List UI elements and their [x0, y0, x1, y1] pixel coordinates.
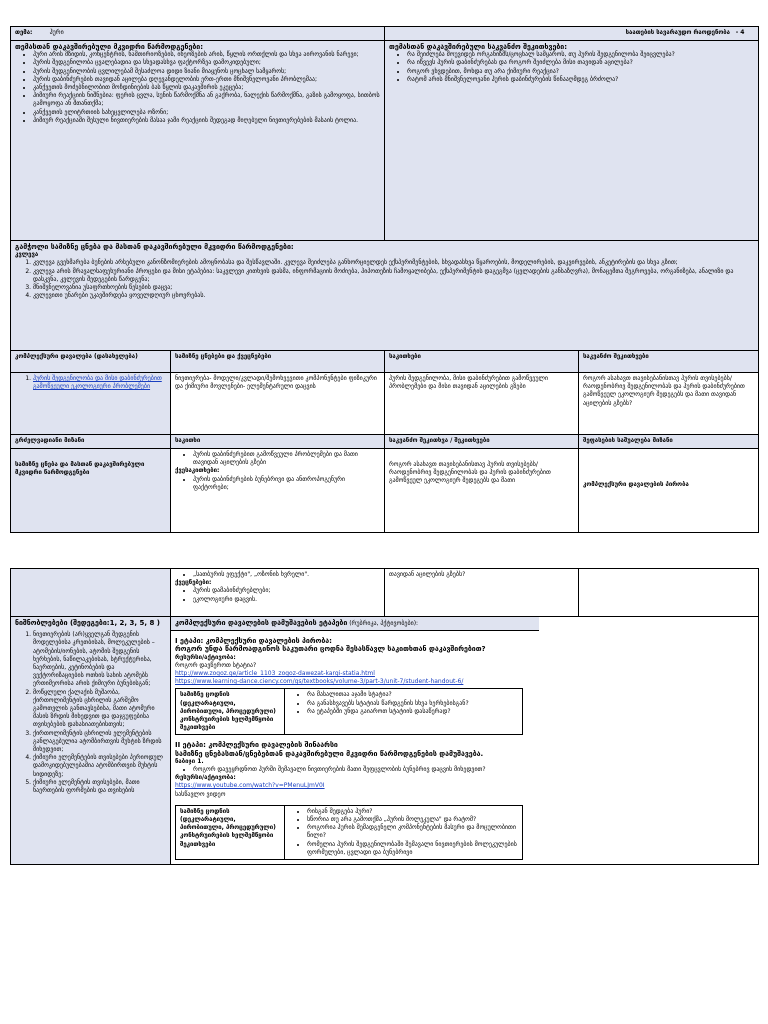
key-questions-list: [389, 51, 754, 84]
hours-value: - 4: [735, 29, 745, 36]
list-item: 5. ქიმიური ელემენტის თვისებები, მათი ნაერთების ფორმების და თვისების: [33, 779, 166, 795]
list-item: • „სათბურის ეფექტი", „ოზონის ხვრელი".: [193, 571, 380, 579]
topics-cell: ჰურის შედგენილობა, მისი დაბინძურებით გამოწვეული პრობლემები და მისი თავიდან აცილების გზები: [385, 373, 579, 435]
list-item: • ჰურის დაბინძურების თავიდან აცილება დღევანდელობის ერთ-ერთი მნიშვნელოვანი პრობლემაა;: [33, 76, 380, 84]
list-item: • როგორია ჰურის შემადგენელი კომპონენტების მასური და მოცულობითი წილი?: [307, 824, 518, 840]
stage1-resources-label: რესურსი/აქტივობა:: [175, 653, 236, 661]
list-item: • რა ეტაპებში უნდა გაიაროთ სტატიის დასაწერად?: [307, 708, 518, 716]
scaffold-questions: [285, 805, 523, 859]
standard-subheading: კვლევა: [15, 251, 39, 259]
bottom-goal-text: სამიზნე ცნება და მასთან დაკავშირებული მკვიდრი წარმოდგენები: [15, 461, 145, 477]
list-item: • რომელია ჰურის შედგენილობაში შემავალი ნივთიერების მოლეკულების ფორმულები, ცვლადი და ბუნებრივი: [307, 841, 518, 857]
understandings-list: [15, 51, 380, 125]
standard-cell: [11, 241, 759, 351]
hours-cell: [385, 27, 759, 41]
list-item: • ჰიმიური რეაქციის ნიშნებია: ფერის ცვლა, სუნის წარმოქმნა ან გაქრობა, ნალექის წარმოქმნა, გაზის გამოყოფა, სითბოს გამოყოფა ან შთანთქმა;: [33, 92, 380, 108]
top-sub-label: ქვეცნებები:: [175, 579, 212, 587]
document-page-1: [10, 26, 758, 535]
list-item: 4. კვლევითი უნარები უკავშირდება ყოველდღიურ ცხოვრებას.: [33, 292, 754, 300]
stages-heading-bar: [171, 617, 539, 631]
list-item: • სწორია თუ არა გამოთქმა „ჰურის მოლეკულა" და რატომ?: [307, 816, 518, 824]
bottom-header-assessment: შეფასების საშუალება მიზანი: [579, 435, 759, 449]
topic-value: ჰური: [49, 29, 64, 36]
results-cell: [11, 617, 171, 865]
concepts-cell: ნივთიერება- მოდელი/კვლადი/შემოხვევითი კომპონენტები ფიზიკური და ქიმიური მოვლენები- ელემენტარული დაცვის: [171, 373, 385, 435]
continued-goal-cell: [11, 569, 171, 617]
list-item: • ჰიმიურ რეაქციაში შესული ნივთიერების მასაა ჯამი რეაქციის შედეგად მიღებული ნივთიერებების მასაის ტოლია.: [33, 117, 380, 125]
list-item: • როგორ ვხვდებით, მოხდა თუ არა ქიმიური რეაქცია?: [407, 68, 754, 76]
list-item: • ჰურის დაბინძურებით გამოწვეული პრობლემები და მათი თავიდან აცილების გზები: [193, 451, 380, 467]
list-item: 2. კვლევა არის მრავალსაფეხურიანი პროცესი და მისი ეტაპებია: საკვლევი კითხვის დასმა, ინფორმაციის მოძიება, ჰიპოთეზის ჩამოყალიბება, ექსპერიმენტის დაგეგმვა (ცვლადების განსაზღვრა), მონაცემთა შეგროვება, ორგანიზება, ანალიზი და დასკვნა, კვლევის შედეგების წარდგენა;: [33, 268, 754, 284]
standard-list: [15, 259, 754, 300]
list-item: • რა შეიძლება მოუვიდეს ორგანიზმს/ცოცხალ სამყაროს, თუ ჰურის შედგენილობა შეიცვლება?: [407, 51, 754, 59]
stage1-title: I ეტაპი: კომპლექსური დავალების პირობა:: [175, 637, 332, 646]
continued-question-cell: თავიდან აცილების გზებს?: [385, 569, 579, 617]
list-item: • როგორ დავეყრდნოთ ჰურში შემავალი ნივთიერების მათი შეფცვლობის ბუნებრივ დაცვის მიხედვით?: [193, 766, 535, 774]
list-item: 3. მნიშვნელოვანია უსაფრთხოების წესების დაცვა;: [33, 284, 754, 292]
stage2-scaffold-table: [175, 805, 523, 860]
stage2-resources-label: რესურსი/აქტივობა:: [175, 774, 236, 782]
list-item: • კანქვეთის მოძებნილობით მოჩდინიების ბას წყლის დაკავშირის ეკეცება;: [33, 84, 380, 92]
stages-heading-suffix: (რუბრიკა, პქტივობები):: [349, 620, 419, 627]
list-item: 1. კვლევა გვეხმარება ბუნების არსებული კანონზომიერების ამოცნობასა და შესწავლაში. კვლევა შეიძლება განხორციელდეს ექსპერიმენტების, სხვადასხვა წყაროების, მოდელირების, დაკვირვების, ანკეტირების და სხვა გზით;: [33, 259, 754, 267]
task-cell: [11, 373, 171, 435]
stages-body: [171, 631, 539, 864]
list-item: • ჰური არის მზიდის, კონცენტრის, ნაშთირიოზების, ინეოზების არის, წყლის ორთქლის და სხვა აიროვანის ნარევი;: [33, 51, 380, 59]
page-separator: [0, 535, 768, 568]
results-heading: ნიშნობლებები (შედეგები:1, 2, 3, 5, 8 ): [15, 619, 160, 627]
key-questions-cell: [385, 41, 759, 241]
understandings-cell: [11, 41, 385, 241]
bottom-question-cell: [385, 449, 579, 533]
list-item: • რა იწვევს ჰურის დაბინძურებას და როგორ შეიძლება მისი თავიდან აცილება?: [407, 59, 754, 67]
key-questions-heading: თემასთან დაკავშირებული საკვანძო შეკითხვები:: [389, 43, 568, 51]
grid-header-task: კომპლექსური დავალება (დასახელება): [11, 351, 171, 373]
stages-cell: [171, 617, 759, 865]
grid-header-questions: საკვანძო შეკითხვები: [579, 351, 759, 373]
list-item: • ჰურის დაბინძურების ბუნებრივი და ანთროპოგენური ფაქტორები;: [193, 476, 380, 492]
unit-plan-table: [10, 26, 759, 533]
list-item: • რა მასალითაა აჯამი სტატია?: [307, 691, 518, 699]
list-item: • ჰურის შედგენილობის ცვლილებამ შესაძლოა დიდი ზიანი მიაყენოს ცოცხალ სამყაროს;: [33, 68, 380, 76]
list-item: • რისგან შედგება ჰური?: [307, 808, 518, 816]
list-item: • რა განასხვავებს სტატიას წარდგენის სხვა ხერხებისგან?: [307, 700, 518, 708]
bottom-header-goal: გრძელვადიანი მიზანი: [11, 435, 171, 449]
list-item: 3. ქირთოლიმენტის ცხრილის ელემენტების განლაგებულია ატომბირთვის მუხტის ზრდის მიხედვით;: [33, 730, 166, 755]
questions-cell: როგორ ასახავთ თავისებანისთავ ჰურის თვისებებს/რაოდენობრივ შედგენილობას და ჰურის დაბინძურებით გამოწვეულ ეკოლოგიურ შედეგებს და მათი თავიდან აცილების გზებს?: [579, 373, 759, 435]
scaffold-questions: [285, 689, 523, 735]
document-page-2: [10, 568, 758, 1024]
resource-link-1[interactable]: http://www.zogoz.ge/article_1103_zogoz-dawezat-kargi-statia.html: [175, 670, 375, 678]
understandings-heading: თემასთან დაკავშირებული მკვიდრი წარმოდგენები:: [15, 43, 204, 51]
stage2-title: II ეტაპი: კომპლექსური დავალების შინაარსი: [175, 741, 338, 750]
results-list: [15, 631, 166, 795]
resource-link-2[interactable]: https://www.learning-dance.ciency.com/gs/textbooks/volume-3/part-3/unit-7/student-handout-6/: [175, 678, 464, 686]
task-label: ნაბიჯი 1.: [175, 757, 204, 765]
stages-heading: კომპლექსური დავალების დამუშავების ეტაპები: [175, 619, 348, 627]
grid-header-topics: საკითხები: [385, 351, 579, 373]
bottom-header-question: საკვანძო შეკითხვა / შეკითხვები: [385, 435, 579, 449]
list-item: 1. ნივთიერების (არ)ყველგან შედგენის მოდელებისა კრეთბისას, მოლეკულების – ატომების/იონების, ატომის შედგენის ხერხების, ნაწილაკებისას, სტრუქტურისა, ნაერთების, კეტინობების და ვექტორიზაციების ოთხის სახის ატომებს ერთიმეორისა არის ქიმიური ბუნებისგან;: [33, 631, 166, 688]
stage2-subtitle: სამიზნე ცნებასთან/ცნებებთან დაკავშირებული მკვიდრი წარმოდგენების დამუშავება.: [175, 749, 484, 758]
stage1-question: როგორ უნდა წარმოადგინოს საკუთარი ცოდნა შესასწავლ საკითხთან დაკავშირებით?: [175, 645, 486, 654]
task-link[interactable]: ჰურის შედგენილობა და მისი დაბინძურებით გამოწვეული ეკოლოგიური პრობლემები: [33, 375, 162, 391]
bottom-sub-label: ქვესაკითხები:: [175, 467, 220, 475]
video-link[interactable]: https://www.youtube.com/watch?v=PMenuLJmV0I: [175, 782, 325, 790]
grid-header-concepts: სამიზნე ცნებები და ქვეცნებები: [171, 351, 385, 373]
continued-topic-cell: [171, 569, 385, 617]
stage1-text: როგორ დავწეროთ სტატია?: [175, 661, 257, 669]
list-item: • კანქვეთის ელიტრთიის სახეცვლილება ოზონი;: [33, 109, 380, 117]
topic-label: თემა:: [15, 29, 33, 36]
list-item: • ეკოლოგიური დაცვის.: [193, 596, 380, 604]
unit-plan-table-continued: [10, 568, 759, 865]
topic-cell: [11, 27, 385, 41]
stage1-scaffold-table: [175, 688, 523, 735]
list-item: • ჰურის დამაბინძურებლები;: [193, 587, 380, 595]
list-item: 4. ქიმიური ელემენტების თვისებები პერიოდულ დამოკიდებულებაშია ატომბირთვის მუხტის სიდიდეზე;: [33, 754, 166, 779]
bottom-assessment-cell: [579, 449, 759, 533]
video-note: სასწავლო ვიდეო: [175, 790, 226, 798]
list-item: 2. მოწყლული ქალაქის მუშაობა, ქირთოლიმენტის ცხრილის გარშემო გამოთვლის განთავსებისა, მათი ატომური მასის ზრდის მიხედვით და დაჯგუფებისა თვისებების დახასიათებისთვის;: [33, 689, 166, 730]
list-item: • რატომ არის მნიშვნელოვანი ჰურის დაბინძურების წინააღმდეგ ბრძოლა?: [407, 76, 754, 84]
bottom-goal-cell: [11, 449, 171, 533]
hours-label: საათების სავარაუდო რაოდენობა: [625, 29, 730, 36]
list-item: • ჰურის შედგენილობა ცვალებადია და სხვადასხვა ფაქტორზეა დამოკიდებული;: [33, 59, 380, 67]
standard-heading: გამჭოლი სამიზნე ცნება და მასთან დაკავშირებული მკვიდრი წარმოდგენები:: [15, 243, 294, 251]
bottom-assessment-text: კომპლექსური დავალების პირობა: [583, 481, 689, 488]
scaffold-label: სამიზნე ცოდნის (დეკლარატიული, პირობითული, პროცედურული) კონსტრუირების ხელშემწყობი შეკითხვები: [176, 805, 285, 859]
continued-assessment-cell: [579, 569, 759, 617]
bottom-topic-cell: [171, 449, 385, 533]
scaffold-label: სამიზნე ცოდნის (დეკლარატიული, პირობითული, პროცედურული) კონსტრუირების ხელშემწყობი შეკითხვები: [176, 689, 285, 735]
bottom-question-text: როგორ ასახავთ თავისებანისთავ ჰურის თვისებებს/რაოდენობრივ შედგენილობას და ჰურის დაბინძურებით გამოწვეულ ეკოლოგიურ შედეგებს და მათი: [389, 461, 551, 485]
bottom-header-topic: საკითხი: [171, 435, 385, 449]
